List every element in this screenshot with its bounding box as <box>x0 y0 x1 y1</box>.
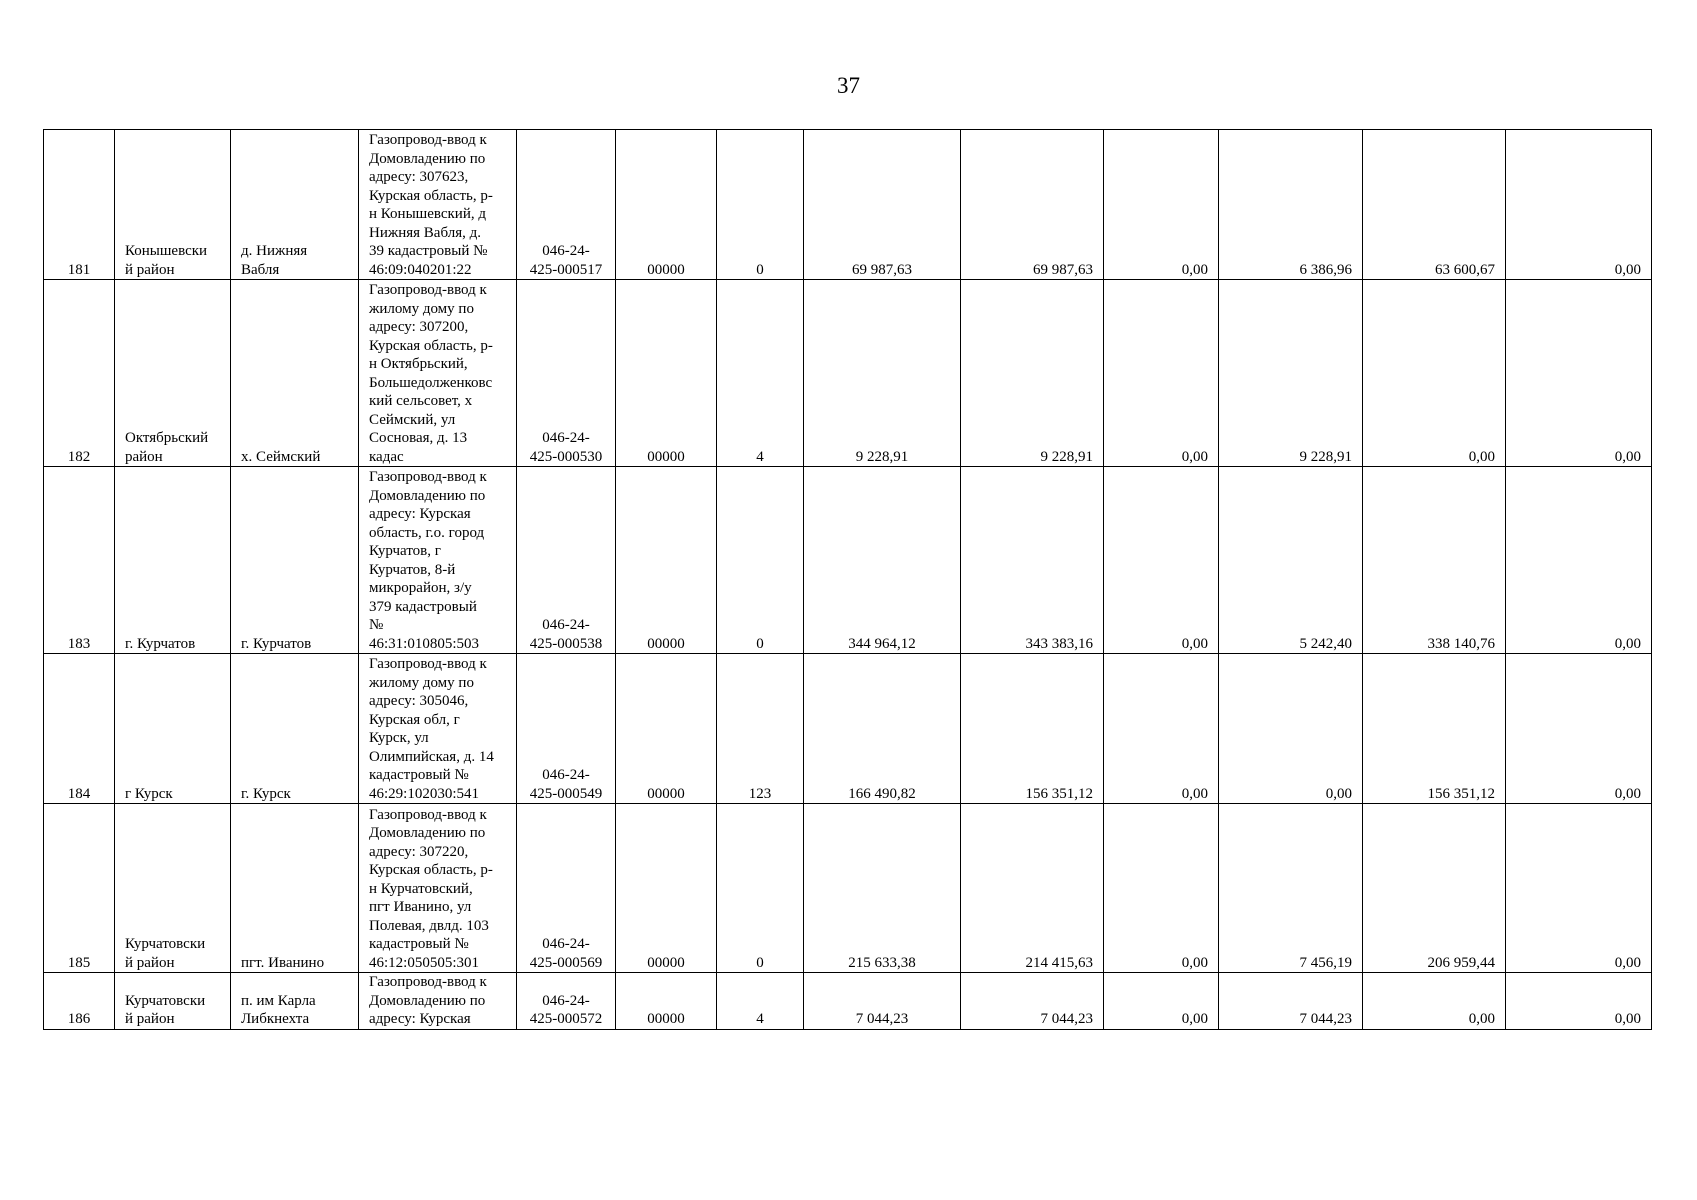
district-cell: Курчатовски й район <box>115 973 231 1030</box>
inventory-number-cell: 046-24- 425-000530 <box>517 280 616 467</box>
row-number-cell: 185 <box>44 804 115 973</box>
code-cell: 00000 <box>616 467 717 654</box>
settlement-cell: г. Курск <box>231 654 359 804</box>
value-6-cell: 0,00 <box>1506 130 1652 280</box>
code-cell: 00000 <box>616 130 717 280</box>
count-cell: 4 <box>717 973 804 1030</box>
value-4-cell: 7 044,23 <box>1219 973 1363 1030</box>
value-4-cell: 6 386,96 <box>1219 130 1363 280</box>
value-4-cell: 5 242,40 <box>1219 467 1363 654</box>
value-5-cell: 0,00 <box>1363 973 1506 1030</box>
value-1-cell: 215 633,38 <box>804 804 961 973</box>
count-cell: 0 <box>717 130 804 280</box>
count-cell: 4 <box>717 280 804 467</box>
value-4-cell: 9 228,91 <box>1219 280 1363 467</box>
row-number-cell: 184 <box>44 654 115 804</box>
value-1-cell: 7 044,23 <box>804 973 961 1030</box>
value-3-cell: 0,00 <box>1104 130 1219 280</box>
description-cell: Газопровод-ввод к Домовладению по адресу: Курская область, г.о. город Курчатов, г Курчатов, 8-й микрорайон, з/у 379 кадастровый № 46:31:010805:503 <box>359 467 517 654</box>
settlement-cell: х. Сеймский <box>231 280 359 467</box>
count-cell: 0 <box>717 467 804 654</box>
value-6-cell: 0,00 <box>1506 654 1652 804</box>
value-6-cell: 0,00 <box>1506 973 1652 1030</box>
value-3-cell: 0,00 <box>1104 280 1219 467</box>
value-2-cell: 69 987,63 <box>961 130 1104 280</box>
inventory-number-cell: 046-24- 425-000572 <box>517 973 616 1030</box>
district-cell: Конышевски й район <box>115 130 231 280</box>
row-number-cell: 183 <box>44 467 115 654</box>
district-cell: г. Курчатов <box>115 467 231 654</box>
page-number: 37 <box>837 73 860 98</box>
table-body <box>44 130 1652 1030</box>
value-2-cell: 214 415,63 <box>961 804 1104 973</box>
value-5-cell: 0,00 <box>1363 280 1506 467</box>
inventory-number-cell: 046-24- 425-000517 <box>517 130 616 280</box>
table-row <box>44 280 1652 467</box>
value-2-cell: 7 044,23 <box>961 973 1104 1030</box>
value-4-cell: 0,00 <box>1219 654 1363 804</box>
district-cell: Октябрьский район <box>115 280 231 467</box>
code-cell: 00000 <box>616 654 717 804</box>
value-5-cell: 206 959,44 <box>1363 804 1506 973</box>
description-cell: Газопровод-ввод к Домовладению по адресу: Курская <box>359 973 517 1030</box>
code-cell: 00000 <box>616 280 717 467</box>
value-2-cell: 343 383,16 <box>961 467 1104 654</box>
value-3-cell: 0,00 <box>1104 804 1219 973</box>
value-6-cell: 0,00 <box>1506 280 1652 467</box>
description-cell: Газопровод-ввод к Домовладению по адресу: 307623, Курская область, р- н Конышевский, д Нижняя Вабля, д. 39 кадастровый № 46:09:040201:22 <box>359 130 517 280</box>
value-5-cell: 63 600,67 <box>1363 130 1506 280</box>
table-row <box>44 804 1652 973</box>
description-cell: Газопровод-ввод к жилому дому по адресу: 305046, Курская обл, г Курск, ул Олимпийская, д. 14 кадастровый № 46:29:102030:541 <box>359 654 517 804</box>
table-row <box>44 130 1652 280</box>
settlement-cell: д. Нижняя Вабля <box>231 130 359 280</box>
district-cell: Курчатовски й район <box>115 804 231 973</box>
settlement-cell: п. им Карла Либкнехта <box>231 973 359 1030</box>
value-2-cell: 9 228,91 <box>961 280 1104 467</box>
value-6-cell: 0,00 <box>1506 467 1652 654</box>
value-1-cell: 69 987,63 <box>804 130 961 280</box>
value-6-cell: 0,00 <box>1506 804 1652 973</box>
value-4-cell: 7 456,19 <box>1219 804 1363 973</box>
value-1-cell: 344 964,12 <box>804 467 961 654</box>
table-row <box>44 973 1652 1030</box>
count-cell: 123 <box>717 654 804 804</box>
table-row <box>44 467 1652 654</box>
value-3-cell: 0,00 <box>1104 654 1219 804</box>
row-number-cell: 182 <box>44 280 115 467</box>
value-5-cell: 338 140,76 <box>1363 467 1506 654</box>
value-5-cell: 156 351,12 <box>1363 654 1506 804</box>
settlement-cell: пгт. Иванино <box>231 804 359 973</box>
count-cell: 0 <box>717 804 804 973</box>
code-cell: 00000 <box>616 973 717 1030</box>
value-3-cell: 0,00 <box>1104 467 1219 654</box>
value-3-cell: 0,00 <box>1104 973 1219 1030</box>
table-row <box>44 654 1652 804</box>
district-cell: г Курск <box>115 654 231 804</box>
value-2-cell: 156 351,12 <box>961 654 1104 804</box>
row-number-cell: 181 <box>44 130 115 280</box>
inventory-number-cell: 046-24- 425-000549 <box>517 654 616 804</box>
description-cell: Газопровод-ввод к жилому дому по адресу: 307200, Курская область, р- н Октябрьский, Большедолженковс кий сельсовет, х Сеймский, ул Сосновая, д. 13 кадас <box>359 280 517 467</box>
settlement-cell: г. Курчатов <box>231 467 359 654</box>
asset-register-table <box>43 129 1652 1030</box>
code-cell: 00000 <box>616 804 717 973</box>
value-1-cell: 166 490,82 <box>804 654 961 804</box>
row-number-cell: 186 <box>44 973 115 1030</box>
description-cell: Газопровод-ввод к Домовладению по адресу: 307220, Курская область, р- н Курчатовский, пгт Иванино, ул Полевая, двлд. 103 кадастровый № 46:12:050505:301 <box>359 804 517 973</box>
inventory-number-cell: 046-24- 425-000569 <box>517 804 616 973</box>
inventory-number-cell: 046-24- 425-000538 <box>517 467 616 654</box>
value-1-cell: 9 228,91 <box>804 280 961 467</box>
